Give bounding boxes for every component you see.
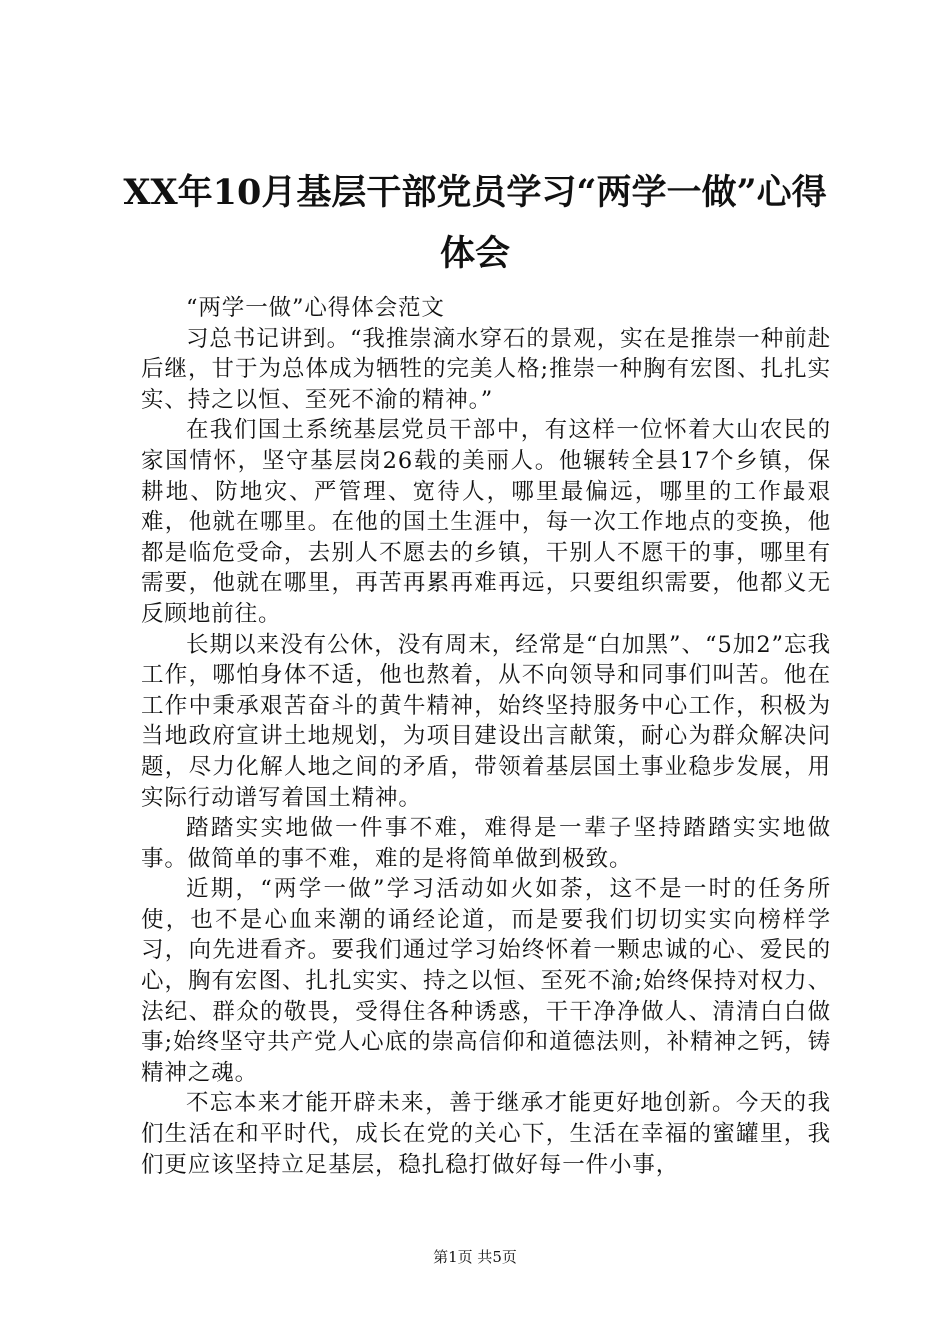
paragraph: 近期，“两学一做”学习活动如火如荼，这不是一时的任务所使，也不是心血来潮的诵经论道，而是要我们切切实实向榜样学习，向先进看齐。要我们通过学习始终怀着一颗忠诚的心、爱民的心，胸有宏图、扎扎实实、持之以恒、至死不渝;始终保持对权力、法纪、群众的敬畏，受得住各种诱惑，干干净净做人、清清白白做事;始终坚守共产党人心底的崇高信仰和道德法则，补精神之钙，铸精神之魂。	[141, 876, 831, 1086]
paragraph: 长期以来没有公休，没有周末，经常是“白加黑”、“5加2”忘我工作，哪怕身体不适，他也熬着，从不向领导和同事们叫苦。他在工作中秉承艰苦奋斗的黄牛精神，始终坚持服务中心工作，积极为当地政府宣讲土地规划，为项目建设出言献策，耐心为群众解决问题，尽力化解人地之间的矛盾，带领着基层国土事业稳步发展，用实际行动谱写着国土精神。	[141, 631, 831, 811]
page-number-footer: 第1页 共5页	[433, 1248, 517, 1266]
paragraph: 习总书记讲到。“我推崇滴水穿石的景观，实在是推崇一种前赴后继，甘于为总体成为牺牲的完美人格;推崇一种胸有宏图、扎扎实实、持之以恒、至死不渝的精神。”	[141, 325, 831, 413]
paragraph: 不忘本来才能开辟未来，善于继承才能更好地创新。今天的我们生活在和平时代，成长在党的关心下，生活在幸福的蜜罐里，我们更应该坚持立足基层，稳扎稳打做好每一件小事，	[141, 1090, 831, 1178]
document-body	[141, 293, 831, 1180]
document-title: XX年10月基层干部党员学习“两学一做”心得体会	[123, 172, 827, 274]
paragraph: 在我们国土系统基层党员干部中，有这样一位怀着大山农民的家国情怀，坚守基层岗26载的美丽人。他辗转全县17个乡镇，保耕地、防地灾、严管理、宽待人，哪里最偏远，哪里的工作最艰难，他就在哪里。在他的国土生涯中，每一次工作地点的变换，他都是临危受命，去别人不愿去的乡镇，干别人不愿干的事，哪里有需要，他就在哪里，再苦再累再难再远，只要组织需要，他都义无反顾地前往。	[141, 417, 831, 627]
paragraph: 踏踏实实地做一件事不难，难得是一辈子坚持踏踏实实地做事。做简单的事不难，难的是将简单做到极致。	[141, 815, 831, 872]
paragraph-subtitle: “两学一做”心得体会范文	[186, 295, 445, 321]
